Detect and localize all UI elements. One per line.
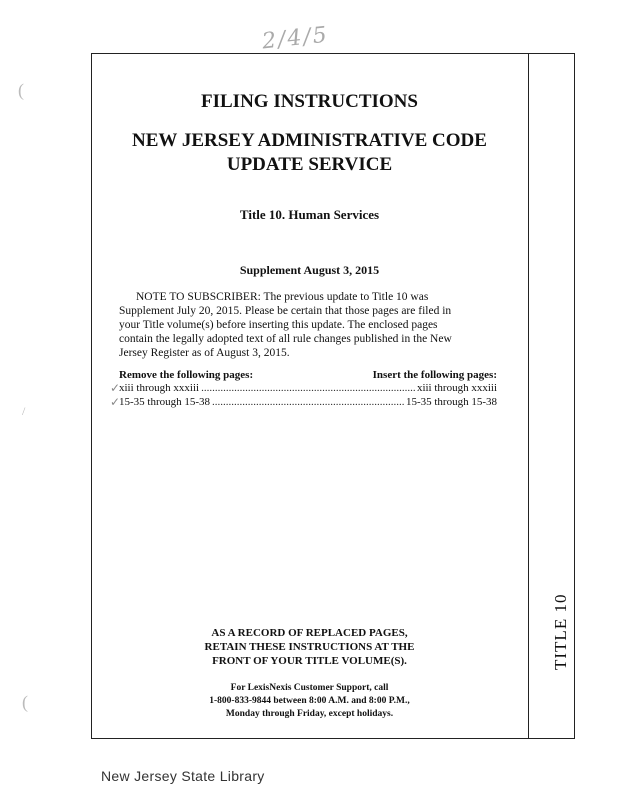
- page-title: FILING INSTRUCTIONS: [201, 91, 418, 112]
- remove-pages: 15-35 through 15-38: [119, 396, 211, 408]
- library-footer: New Jersey State Library: [101, 768, 265, 784]
- subscriber-note: [119, 290, 497, 360]
- code-heading-line1: NEW JERSEY ADMINISTRATIVE CODE: [132, 130, 487, 151]
- support-line-2: 1-800-833-9844 between 8:00 A.M. and 8:00 P.M.,: [209, 696, 410, 706]
- title-subtitle: Title 10. Human Services: [239, 207, 380, 222]
- support-line-3: Monday through Friday, except holidays.: [225, 709, 394, 719]
- remove-pages: xiii through xxxiii: [119, 382, 200, 394]
- code-heading: [91, 129, 528, 177]
- note-line-5: Jersey Register as of August 3, 2015.: [119, 347, 290, 359]
- check-mark: ✓: [110, 395, 121, 409]
- supplement-date: Supplement August 3, 2015: [239, 263, 380, 277]
- leader-dots: [212, 396, 404, 408]
- table-row: [119, 382, 497, 394]
- record-line-2: RETAIN THESE INSTRUCTIONS AT THE: [204, 641, 415, 653]
- remove-header: Remove the following pages:: [119, 369, 254, 381]
- handwritten-note: 2/4/5: [260, 22, 330, 55]
- record-line-3: FRONT OF YOUR TITLE VOLUME(S).: [212, 655, 407, 667]
- side-title-label: TITLE 10: [551, 593, 570, 670]
- pages-table-header: [119, 369, 497, 381]
- insert-pages: 15-35 through 15-38: [405, 396, 497, 408]
- note-line-3: your Title volume(s) before inserting this update. The enclosed pages: [119, 319, 438, 331]
- leader-dots: [201, 382, 415, 394]
- customer-support: [91, 682, 528, 721]
- insert-header: Insert the following pages:: [372, 369, 497, 381]
- record-notice: [91, 626, 528, 668]
- note-line-1: NOTE TO SUBSCRIBER: The previous update to Title 10 was: [136, 291, 429, 303]
- note-line-2: Supplement July 20, 2015. Please be certain that those pages are filed in: [119, 305, 452, 317]
- scan-mark-bottom-left: (: [22, 692, 28, 712]
- note-line-4: contain the legally adopted text of all rule changes published in the New: [119, 333, 452, 345]
- check-mark: ✓: [110, 381, 121, 395]
- code-heading-line2: UPDATE SERVICE: [226, 154, 393, 175]
- scan-mark-top-left: (: [18, 80, 24, 100]
- record-line-1: AS A RECORD OF REPLACED PAGES,: [211, 627, 408, 639]
- support-line-1: For LexisNexis Customer Support, call: [230, 683, 389, 693]
- table-row: [119, 396, 497, 408]
- side-divider: [528, 53, 529, 739]
- scan-mark-mid-left: /: [22, 404, 26, 418]
- insert-pages: xiii through xxxiii: [416, 382, 497, 394]
